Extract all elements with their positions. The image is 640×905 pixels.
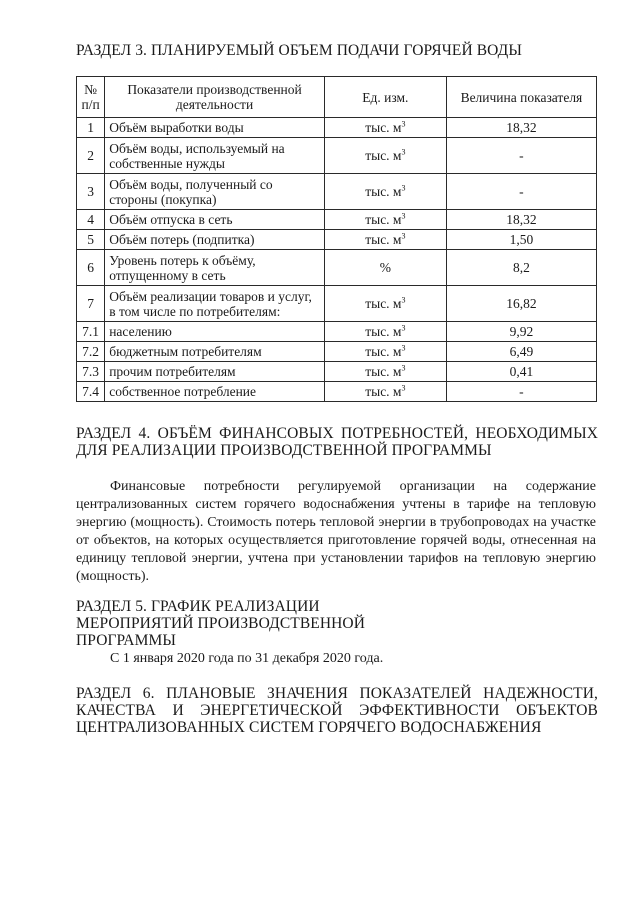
- row-value: 18,32: [446, 210, 596, 230]
- row-value: 1,50: [446, 230, 596, 250]
- section3-heading: РАЗДЕЛ 3. ПЛАНИРУЕМЫЙ ОБЪЕМ ПОДАЧИ ГОРЯЧЕЙ ВОДЫ: [76, 42, 522, 59]
- table-row: [77, 174, 597, 210]
- table-body: [77, 118, 597, 402]
- row-indicator: Объём отпуска в сеть: [105, 210, 325, 230]
- row-indicator: Объём потерь (подпитка): [105, 230, 325, 250]
- row-unit: тыс. м: [365, 232, 402, 247]
- row-unit: тыс. м: [365, 148, 402, 163]
- row-indicator: Объём выработки воды: [105, 118, 325, 138]
- row-unit: тыс. м: [365, 324, 402, 339]
- row-value: 6,49: [446, 342, 596, 362]
- row-unit-exponent: 3: [401, 147, 406, 157]
- row-unit-exponent: 3: [401, 183, 406, 193]
- row-unit: тыс. м: [365, 296, 402, 311]
- table-row: [77, 118, 597, 138]
- section5-heading: РАЗДЕЛ 5. ГРАФИК РЕАЛИЗАЦИИ МЕРОПРИЯТИЙ ПРОИЗВОДСТВЕННОЙ ПРОГРАММЫ: [76, 598, 366, 649]
- table-row: [77, 382, 597, 402]
- section6-heading: РАЗДЕЛ 6. ПЛАНОВЫЕ ЗНАЧЕНИЯ ПОКАЗАТЕЛЕЙ НАДЕЖНОСТИ, КАЧЕСТВА И ЭНЕРГЕТИЧЕСКОЙ ЭФФЕКТИВНОСТИ ОБЪЕКТОВ ЦЕНТРАЛИЗОВАННЫХ СИСТЕМ ГОРЯЧЕГО ВОДОСНАБЖЕНИЯ: [76, 685, 598, 736]
- header-unit: Ед. изм.: [324, 77, 446, 118]
- table-row: [77, 250, 597, 286]
- row-unit-cell: [324, 250, 446, 286]
- row-unit-cell: [324, 382, 446, 402]
- table-row: [77, 138, 597, 174]
- row-unit-cell: [324, 210, 446, 230]
- row-unit-exponent: 3: [401, 295, 406, 305]
- row-unit-cell: [324, 118, 446, 138]
- section4-heading: РАЗДЕЛ 4. ОБЪЁМ ФИНАНСОВЫХ ПОТРЕБНОСТЕЙ, НЕОБХОДИМЫХ ДЛЯ РЕАЛИЗАЦИИ ПРОИЗВОДСТВЕННОЙ ПРОГРАММЫ: [76, 425, 598, 459]
- row-num: 2: [77, 138, 105, 174]
- table-row: [77, 342, 597, 362]
- row-unit-cell: [324, 286, 446, 322]
- row-value: 18,32: [446, 118, 596, 138]
- row-num: 5: [77, 230, 105, 250]
- row-indicator: Объём воды, используемый на собственные нужды: [105, 138, 325, 174]
- table-row: [77, 362, 597, 382]
- table-row: [77, 230, 597, 250]
- row-value: 9,92: [446, 322, 596, 342]
- row-unit: тыс. м: [365, 184, 402, 199]
- row-indicator: собственное потребление: [105, 382, 325, 402]
- row-unit-cell: [324, 342, 446, 362]
- section4-paragraph: Финансовые потребности регулируемой организации на содержание централизованных систем горячего водоснабжения учтены в тарифе на тепловую энергию (мощность). Стоимость потерь тепловой энергии в трубопроводах на участке от объектов, на которых осуществляется приготовление горячей воды, отнесенная на единицу тепловой энергии, учтена при установлении тарифов на тепловую энергию (мощность).: [76, 479, 596, 584]
- header-value: Величина показателя: [446, 77, 596, 118]
- row-unit: %: [379, 260, 391, 275]
- row-num: 3: [77, 174, 105, 210]
- row-unit-exponent: 3: [401, 231, 406, 241]
- row-indicator: Объём реализации товаров и услуг, в том числе по потребителям:: [105, 286, 325, 322]
- table-row: [77, 210, 597, 230]
- row-indicator: населению: [105, 322, 325, 342]
- row-indicator: Уровень потерь к объёму, отпущенному в сеть: [105, 250, 325, 286]
- row-unit: тыс. м: [365, 120, 402, 135]
- hot-water-volume-table: [76, 76, 597, 402]
- row-indicator: Объём воды, полученный со стороны (покупка): [105, 174, 325, 210]
- row-value: 16,82: [446, 286, 596, 322]
- row-value: 0,41: [446, 362, 596, 382]
- row-num: 7.3: [77, 362, 105, 382]
- row-unit-exponent: 3: [401, 119, 406, 129]
- row-num: 7.1: [77, 322, 105, 342]
- row-unit-exponent: 3: [401, 323, 406, 333]
- row-num: 4: [77, 210, 105, 230]
- row-unit: тыс. м: [365, 364, 402, 379]
- table-header-row: [77, 77, 597, 118]
- row-indicator: бюджетным потребителям: [105, 342, 325, 362]
- row-num: 7.2: [77, 342, 105, 362]
- row-num: 7.4: [77, 382, 105, 402]
- row-unit: тыс. м: [365, 212, 402, 227]
- row-value: 8,2: [446, 250, 596, 286]
- row-unit-cell: [324, 362, 446, 382]
- row-num: 7: [77, 286, 105, 322]
- row-unit: тыс. м: [365, 344, 402, 359]
- header-num: № п/п: [77, 77, 105, 118]
- row-num: 1: [77, 118, 105, 138]
- row-unit: тыс. м: [365, 384, 402, 399]
- row-unit-exponent: 3: [401, 383, 406, 393]
- row-unit-cell: [324, 322, 446, 342]
- row-indicator: прочим потребителям: [105, 362, 325, 382]
- table-row: [77, 286, 597, 322]
- row-unit-cell: [324, 174, 446, 210]
- row-unit-cell: [324, 138, 446, 174]
- row-unit-exponent: 3: [401, 343, 406, 353]
- header-indicator: Показатели производственной деятельности: [105, 77, 325, 118]
- section5-paragraph: С 1 января 2020 года по 31 декабря 2020 года.: [110, 651, 384, 666]
- table-row: [77, 322, 597, 342]
- row-unit-cell: [324, 230, 446, 250]
- row-value: -: [446, 382, 596, 402]
- row-unit-exponent: 3: [401, 211, 406, 221]
- row-value: -: [446, 138, 596, 174]
- row-value: -: [446, 174, 596, 210]
- row-num: 6: [77, 250, 105, 286]
- row-unit-exponent: 3: [401, 363, 406, 373]
